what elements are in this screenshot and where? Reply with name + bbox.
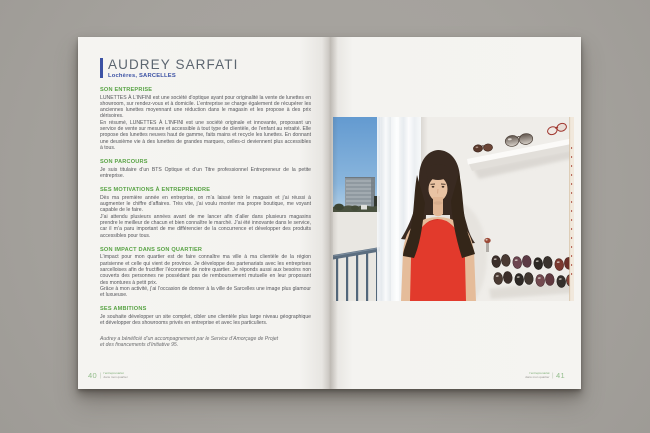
body-paragraph: Grâce à mon activité, j’ai l’occasion de donner à la ville de Sarcelles une image plus glamour et luxueuse. (100, 285, 311, 299)
footer-divider: | (551, 372, 554, 379)
body-paragraph: Je souhaite développer un site complet, cibler une clientèle plus large niveau géographique et développer des showrooms privés en entreprise et avec les particuliers. (100, 313, 311, 327)
neck (433, 197, 443, 216)
left-page-column (100, 57, 311, 349)
footer-caption: l’entreprenariat dans mon quartier (525, 370, 550, 379)
title-accent-bar (100, 58, 103, 78)
page-title: AUDREY SARFATI (108, 57, 239, 72)
left-page (78, 37, 330, 389)
body-paragraph: Je suis titulaire d’un BTS Optique et d’un Titre professionnel Entrepreneur de la petite entreprise. (100, 166, 311, 179)
footer-caption: l’entreprenariat dans mon quartier (103, 370, 128, 379)
photo-right-edge (570, 117, 575, 301)
section-parcours (100, 159, 311, 179)
section-heading: SON IMPACT DANS SON QUARTIER (100, 246, 203, 253)
support-note: Audrey a bénéficié d’un accompagnement par le Service d’Amorçage de Projet et des financements d’Initiative 95. (100, 335, 279, 349)
magazine-spread (78, 37, 581, 389)
section-heading: SON PARCOURS (100, 159, 148, 166)
page-subtitle: Lochères, SARCELLES (108, 73, 176, 79)
body-paragraph: L’impact pour mon quartier est de faire connaître ma ville à ma clientèle de la région parisienne et celle qui vient de province. Je développe des partenariats avec les entreprises sarcelloises afin de fructifier l’économie de notre quartier. Je réponds aussi aux besoins non couverts des personnes ne possédant pas de remboursement mutuelle en leur proposant des montures à petit prix. (100, 254, 311, 286)
section-impact (100, 247, 311, 299)
body-paragraph: En résumé, LUNETTES À L’INFINI est une société originale et innovante, proposant un service de vente sur mesure et accessible à tout type de clientèle, de l’enfant au retraité. Elle propose des lunettes neuves haut de gamme, faits mains et recycle les lunettes. En donnant une deuxième vie à des lunettes de grandes marques, celles-ci deviennent plus accessibles à tous. (100, 119, 311, 151)
window-view (333, 117, 380, 301)
title-block (100, 57, 311, 79)
page-number-left: 40 (88, 371, 97, 380)
section-heading: SES MOTIVATIONS À ENTREPRENDRE (100, 187, 211, 194)
footer-divider: | (99, 372, 102, 379)
body-paragraph: LUNETTES À L’INFINI est une société d’optique ayant pour originalité la vente de lunettes en showroom, sur rendez-vous et à domicile. L’entreprise se charge également de récupérer les anciennes lunettes moyennant une réduction dans le magasin et les propose à des prix dérisoires. (100, 94, 311, 120)
portrait-photo (333, 117, 574, 301)
page-number-right: 41 (556, 371, 565, 380)
left-footer (88, 371, 128, 380)
section-heading: SON ENTREPRISE (100, 87, 153, 93)
section-entreprise (100, 87, 311, 151)
rack-hook (484, 238, 490, 243)
body-paragraph: Dès ma première année en entreprise, on m’a laissé tenir le magasin et j’ai réussi à augmenter le chiffre d’affaires. Très vite, j’ai voulu monter ma propre boutique, me voyant capable de le faire. (100, 194, 311, 214)
section-heading: SES AMBITIONS (100, 306, 147, 313)
section-motivations (100, 187, 311, 239)
right-page (330, 37, 581, 389)
section-ambitions (100, 306, 311, 326)
body-paragraph: J’ai attendu plusieurs années avant de me lancer afin d’aller dans plusieurs magasins prendre le meilleur de chacun et bien connaître le marché. J’ai été innovante dans le service, car il m’a paru important de me différencier de la concurrence et développer des produits accessibles pour tous. (100, 213, 311, 239)
right-footer (525, 371, 565, 380)
